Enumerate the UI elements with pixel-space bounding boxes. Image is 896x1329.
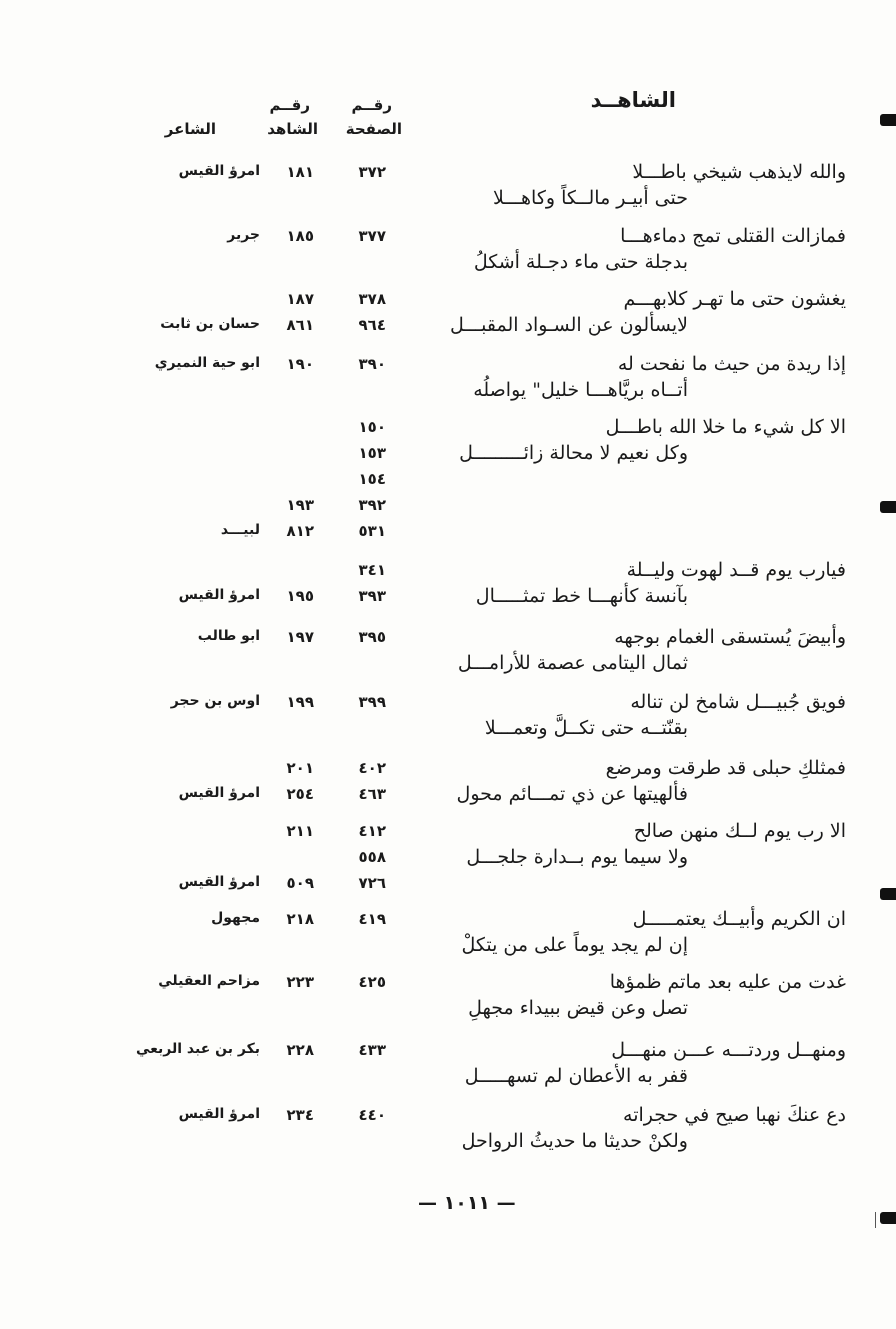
- poet-name-cell: امرؤ القيس: [178, 785, 260, 801]
- poet-name-cell: مجهول: [211, 910, 260, 926]
- page-number-cell: ٥٣١: [358, 522, 386, 540]
- verse-hemistich-first: إذا ريدة من حيث ما نفحت له: [617, 353, 846, 375]
- poet-name-cell: امرؤ القيس: [178, 587, 260, 603]
- shahid-number-cell: ١٩٧: [286, 628, 314, 646]
- shahid-number-cell: ١٩٠: [286, 355, 314, 373]
- column-header-number-line1: رقــم: [269, 96, 310, 114]
- shahid-number-cell: ١٨٥: [286, 227, 314, 245]
- page-number: — ١٠١١ —: [418, 1192, 516, 1214]
- page-number-cell: ٩٦٤: [358, 316, 386, 334]
- page-number-cell: ٥٥٨: [358, 848, 386, 866]
- verse-hemistich-first: فمثلكِ حبلى قد طرقت ومرضع: [605, 757, 846, 779]
- poet-name-cell: اوس بن حجر: [170, 693, 260, 709]
- shahid-number-cell: ٥٠٩: [286, 874, 314, 892]
- verse-hemistich-second: تصل وعن قيض ببيداء مجهلِ: [468, 997, 688, 1019]
- page-number-cell: ٤١٢: [358, 822, 386, 840]
- verse-hemistich-first: الا كل شيء ما خلا الله باطـــل: [605, 416, 846, 438]
- column-header-number-line2: الشاهد: [267, 120, 318, 138]
- verse-hemistich-first: يغشون حتى ما تهـر كلابهـــم: [623, 288, 846, 310]
- page-number-cell: ٣٧٢: [358, 163, 386, 181]
- scan-edge-mark: [880, 501, 896, 513]
- page-number-cell: ٣٤١: [358, 561, 386, 579]
- poet-name-cell: بكر بن عبد الربعي: [135, 1041, 260, 1057]
- verse-hemistich-second: بقنّتــه حتى تكــلَّ وتعمـــلا: [484, 717, 688, 739]
- poet-name-cell: امرؤ القيس: [178, 163, 260, 179]
- verse-hemistich-first: والله لايذهب شيخي باطـــلا: [632, 161, 846, 183]
- verse-hemistich-second: أتــاه بريَّاهـــا خليل" يواصلُه: [473, 379, 688, 401]
- shahid-number-cell: ٢١٨: [286, 910, 314, 928]
- verse-hemistich-second: بدجلة حتى ماء دجـلة أشكلُ: [473, 251, 688, 273]
- page-number-cell: ٤٢٥: [358, 973, 386, 991]
- verse-hemistich-second: ولا سيما يوم بــدارة جلجـــل: [466, 846, 688, 868]
- shahid-number-cell: ٢٢٨: [286, 1041, 314, 1059]
- verse-hemistich-second: فألهيتها عن ذي تمـــائم محول: [456, 783, 688, 805]
- verse-hemistich-first: فيارب يوم قــد لهوت وليــلة: [626, 559, 846, 581]
- poet-name-cell: امرؤ القيس: [178, 874, 260, 890]
- shahid-number-cell: ١٩٩: [286, 693, 314, 711]
- verse-hemistich-first: دع عنكَ نهبا صيح في حجراته: [623, 1104, 846, 1126]
- page-number-cell: ٤٠٢: [358, 759, 386, 777]
- verse-hemistich-first: ان الكريم وأبيــك يعتمـــــل: [632, 908, 846, 930]
- page-number-cell: ١٥٤: [358, 470, 386, 488]
- verse-hemistich-first: وأبيضَ يُستسقى الغمام بوجهه: [614, 626, 846, 648]
- column-header-shahid: الشاهــد: [590, 88, 676, 112]
- shahid-number-cell: ٨١٢: [286, 522, 314, 540]
- page-number-cell: ٤٤٠: [358, 1106, 386, 1124]
- page-number-cell: ٣٧٧: [358, 227, 386, 245]
- poet-name-cell: حسان بن ثابت: [160, 316, 260, 332]
- shahid-number-cell: ٢٥٤: [286, 785, 314, 803]
- verse-hemistich-first: الا رب يوم لــك منهن صالح: [633, 820, 846, 842]
- poet-name-cell: مزاحم العقيلي: [158, 973, 260, 989]
- page-number-cell: ٤٣٣: [358, 1041, 386, 1059]
- page-number-cell: ١٥٣: [358, 444, 386, 462]
- page-number-cell: ٣٧٨: [358, 290, 386, 308]
- column-header-page-line1: رقــم: [351, 96, 392, 114]
- shahid-number-cell: ٨٦١: [286, 316, 314, 334]
- verse-hemistich-second: ثمال اليتامى عصمة للأرامـــل: [457, 652, 688, 674]
- column-header-poet: الشاعر: [164, 120, 216, 138]
- column-header-page-line2: الصفحة: [345, 120, 402, 138]
- scan-edge-mark: [880, 1212, 896, 1224]
- shahid-number-cell: ١٩٣: [286, 496, 314, 514]
- poet-name-cell: جرير: [227, 227, 260, 243]
- verse-hemistich-first: غدت من عليه بعد ماتم ظمؤها: [609, 971, 846, 993]
- verse-hemistich-first: فويق جُبيـــل شامخ لن تناله: [630, 691, 846, 713]
- poet-name-cell: لبيـــد: [220, 522, 260, 538]
- verse-hemistich-second: ولكنْ حديثا ما حديثُ الرواحل: [461, 1130, 688, 1152]
- shahid-number-cell: ٢١١: [286, 822, 314, 840]
- shahid-number-cell: ١٩٥: [286, 587, 314, 605]
- shahid-number-cell: ٢٣٤: [286, 1106, 314, 1124]
- verse-hemistich-second: لايسألون عن السـواد المقبـــل: [450, 314, 688, 336]
- page-number-cell: ٣٩٣: [358, 587, 386, 605]
- page-number-cell: ٤٦٣: [358, 785, 386, 803]
- shahid-number-cell: ٢٢٣: [286, 973, 314, 991]
- shahid-number-cell: ١٨٧: [286, 290, 314, 308]
- scan-edge-mark: [880, 888, 896, 900]
- page-number-cell: ٣٩٢: [358, 496, 386, 514]
- page-number-cell: ٧٢٦: [358, 874, 386, 892]
- shahid-number-cell: ٢٠١: [286, 759, 314, 777]
- page-number-cell: ٣٩٩: [358, 693, 386, 711]
- verse-hemistich-second: بآنسة كأنهـــا خط تمثـــــال: [475, 585, 688, 607]
- scan-edge-mark: [880, 114, 896, 126]
- verse-hemistich-second: حتى أبيـر مالــكاً وكاهـــلا: [492, 187, 688, 209]
- verse-hemistich-first: فمازالت القتلى تمج دماءهـــا: [620, 225, 846, 247]
- verse-hemistich-second: وكل نعيم لا محالة زائـــــــــل: [459, 442, 688, 464]
- verse-hemistich-second: إن لم يجد يوماً على من يتكلْ: [461, 934, 688, 956]
- poet-name-cell: ابو طالب: [197, 628, 260, 644]
- verse-hemistich-second: قفر به الأعطان لم تسهـــــل: [464, 1065, 688, 1087]
- poet-name-cell: امرؤ القيس: [178, 1106, 260, 1122]
- page-number-cell: ٤١٩: [358, 910, 386, 928]
- page-number-cell: ٣٩٥: [358, 628, 386, 646]
- page-number-cell: ٣٩٠: [358, 355, 386, 373]
- shahid-number-cell: ١٨١: [286, 163, 314, 181]
- poet-name-cell: ابو حية النميري: [154, 355, 260, 371]
- page-number-cell: ١٥٠: [358, 418, 386, 436]
- scan-edge-line: [875, 1212, 876, 1228]
- verse-hemistich-first: ومنهــل وردتـــه عـــن منهـــل: [611, 1039, 846, 1061]
